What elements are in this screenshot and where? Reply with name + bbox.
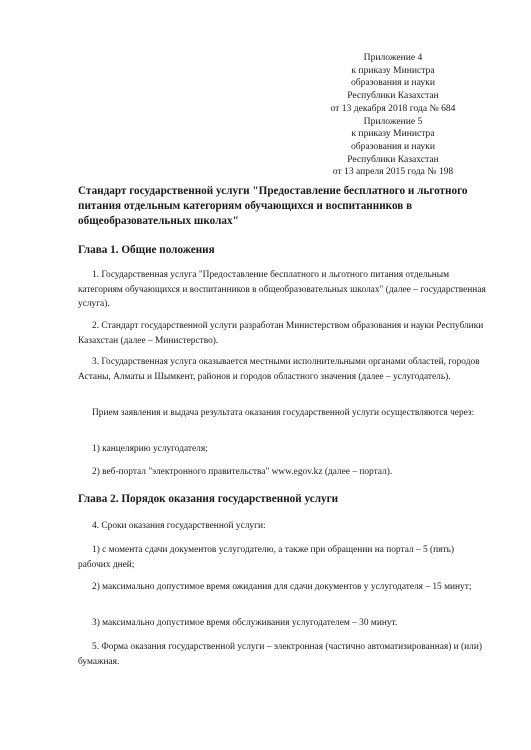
paragraph-4-3: 3) максимально допустимое время обслуживания услугодателем – 30 минут. xyxy=(92,618,398,628)
appendix-line: Республики Казахстан xyxy=(347,153,439,165)
paragraph-4-2: 2) максимально допустимое время ожидания для сдачи документов у услугодателя – 15 минут; xyxy=(92,582,472,592)
paragraph-4: 4. Сроки оказания государственной услуги: xyxy=(92,521,266,531)
paragraph-4-1: 1) с момента сдачи документов услугодателю, а также при обращении на портал – 5 (пять) рабочих дней; xyxy=(78,545,454,570)
appendix-line: Приложение 4 xyxy=(363,52,423,63)
appendix-line: Республики Казахстан xyxy=(347,90,439,102)
paragraph-channels: Прием заявления и выдача результата оказания государственной услуги осуществляются через: xyxy=(92,408,475,418)
paragraph-1: 1. Государственная услуга "Предоставление бесплатного и льготного питания отдельным категориям обучающихся и воспитанников в общеобразовательных школах" (далее – государственная услуга). xyxy=(78,270,486,309)
appendix-line: образования и науки xyxy=(350,77,436,89)
document-title: Стандарт государственной услуги "Предоставление бесплатного и льготного питания отдельным категориям обучающихся и воспитанников в общеобразовательных школах" xyxy=(78,185,468,227)
paragraph-2: 2. Стандарт государственной услуги разработан Министерством образования и науки Республики Казахстан (далее – Министерство). xyxy=(78,321,484,346)
appendix-block xyxy=(318,52,468,179)
appendix-line: образования и науки xyxy=(350,140,436,152)
chapter-1-heading: Глава 1. Общие положения xyxy=(78,244,215,256)
appendix-line: к приказу Министра xyxy=(351,128,435,140)
appendix-line: от 13 декабря 2018 года № 684 xyxy=(330,102,456,114)
chapter-2-heading: Глава 2. Порядок оказания государственной услуги xyxy=(78,493,339,505)
appendix-line: Приложение 5 xyxy=(363,115,423,127)
paragraph-3: 3. Государственная услуга оказывается местными исполнительными органами областей, городов Астаны, Алматы и Шымкент, районов и городов областного значения (далее – услугодатель). xyxy=(78,357,480,382)
paragraph-channel-office: 1) канцелярию услугодателя; xyxy=(92,444,208,454)
paragraph-channel-portal: 2) веб-портал "электронного правительства" www.egov.kz (далее – портал). xyxy=(92,467,393,477)
appendix-line: от 13 апреля 2015 года № 198 xyxy=(332,166,454,178)
appendix-line: к приказу Министра xyxy=(351,64,435,76)
paragraph-5: 5. Форма оказания государственной услуги – электронная (частично автоматизированная) и (или) бумажная. xyxy=(78,642,482,667)
